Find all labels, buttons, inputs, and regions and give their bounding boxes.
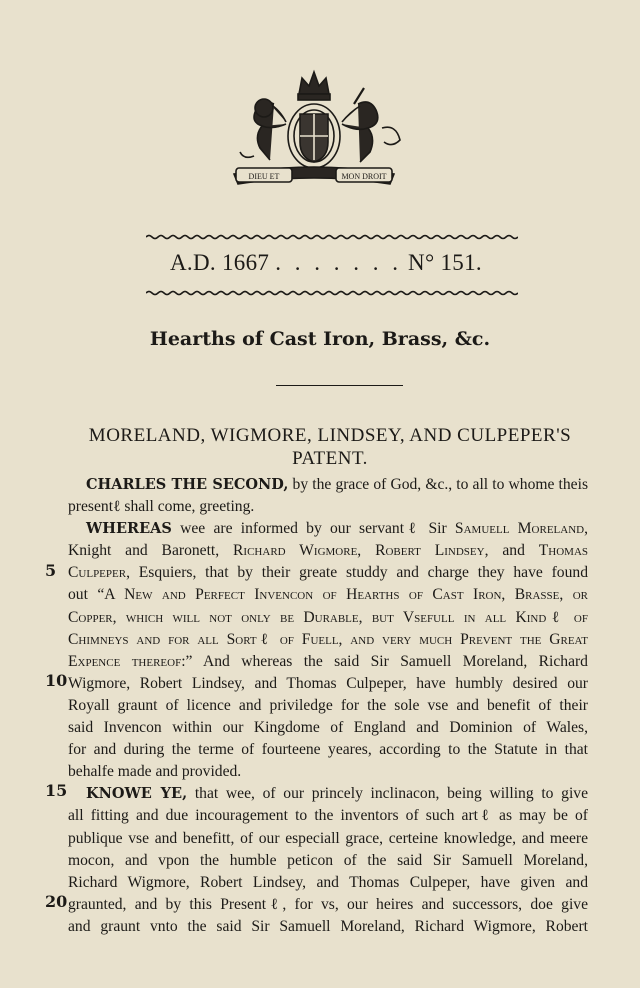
name-small-caps: Thomas — [538, 542, 589, 560]
body-text-span: Knight and Baronett, — [68, 542, 234, 560]
body-text-span: wee are informed by our servantℓ Sir — [171, 520, 455, 538]
section-divider — [276, 385, 403, 386]
body-line: behalfe made and provided. — [68, 763, 242, 781]
body-line: mocon, and vpon the humble peticon of the said Sir Samuell Moreland, — [68, 851, 588, 869]
body-line — [86, 474, 588, 496]
bottom-ornamental-rule — [146, 290, 518, 296]
body-line: Copper, which will not only be Durable, but Vsefull in all Kindℓ of — [68, 608, 588, 626]
line-number-20: 20 — [45, 892, 68, 911]
line-number-5: 5 — [45, 561, 57, 580]
body-line — [68, 584, 588, 606]
patent-header — [170, 250, 490, 276]
body-line: said Invencon within our Kingdome of England and Dominion of Wales, — [68, 719, 588, 737]
knowe-ye-heading: KNOWE YE, — [86, 785, 188, 803]
patent-title — [70, 424, 590, 470]
header-dots: . . . . . . . — [275, 250, 402, 275]
body-text-span: :” And whereas the said Sir Samuell Moreland, Richard — [181, 652, 588, 670]
name-small-caps: Culpeper — [68, 564, 127, 582]
body-line — [68, 562, 588, 584]
line-number-15: 15 — [45, 781, 68, 800]
body-text-span: by the grace of God, &c., to all to whome theis — [288, 476, 589, 493]
invention-title-small-caps: Expence thereof — [68, 652, 182, 670]
body-line: Royall graunt of licence and priviledge for the sole vse and benefit of their — [68, 696, 588, 714]
patent-number: N° 151. — [408, 250, 482, 275]
title-line-1: MORELAND, WIGMORE, LINDSEY, AND CULPEPER'S — [88, 425, 572, 446]
body-text-span: , — [357, 542, 376, 560]
opening-name: CHARLES THE SECOND, — [86, 476, 289, 493]
motto-left: DIEU ET — [248, 172, 280, 181]
body-line: and graunt vnto the said Sir Samuell Moreland, Richard Wigmore, Robert — [68, 917, 588, 935]
body-line — [68, 540, 588, 562]
body-line: graunted, and by this Presentℓ, for vs, our heires and successors, doe give — [68, 895, 588, 913]
body-line — [86, 518, 588, 540]
name-small-caps: Samuell Moreland, — [454, 520, 588, 538]
body-text-span: , Esquiers, that by their greate studdy and charge they have found — [126, 564, 588, 582]
motto-right: MON DROIT — [341, 172, 387, 181]
patent-year: A.D. 1667 — [170, 250, 270, 275]
body-line — [86, 783, 588, 805]
patent-body — [68, 474, 589, 938]
line-number-10: 10 — [45, 671, 68, 690]
body-text-span: , and — [484, 542, 539, 560]
top-ornamental-rule — [146, 234, 518, 240]
body-line: all fitting and due incouragement to the inventors of such artℓ as may be of — [68, 807, 588, 825]
body-line: Chimneys and for all Sortℓ of Fuell, and very much Prevent the Great — [68, 630, 588, 648]
name-small-caps: Robert Lindsey — [375, 542, 485, 560]
name-small-caps: Richard Wigmore — [233, 542, 358, 560]
royal-coat-of-arms-icon — [214, 64, 414, 194]
body-text-span: out “ — [68, 586, 105, 604]
body-text-span: that wee, of our princely inclinacon, being willing to give — [187, 785, 588, 803]
invention-title-small-caps: A New and Perfect Invencon of Hearths of Cast Iron, Brasse, or — [104, 586, 588, 604]
body-line: publique vse and benefitt, of our especiall grace, certeine knowledge, and meere — [68, 829, 588, 847]
body-line: Wigmore, Robert Lindsey, and Thomas Culpeper, have humbly desired our — [68, 674, 588, 692]
body-line: Richard Wigmore, Robert Lindsey, and Thomas Culpeper, have given and — [68, 873, 588, 891]
body-line: presentℓ shall come, greeting. — [68, 498, 255, 516]
whereas-heading: WHEREAS — [86, 520, 172, 538]
body-line — [68, 651, 588, 673]
patent-subject: Hearths of Cast Iron, Brass, &c. — [149, 328, 491, 350]
body-line: for and during the terme of fourteene yeares, according to the Statute in that — [68, 741, 588, 759]
title-line-2: PATENT. — [292, 448, 368, 469]
